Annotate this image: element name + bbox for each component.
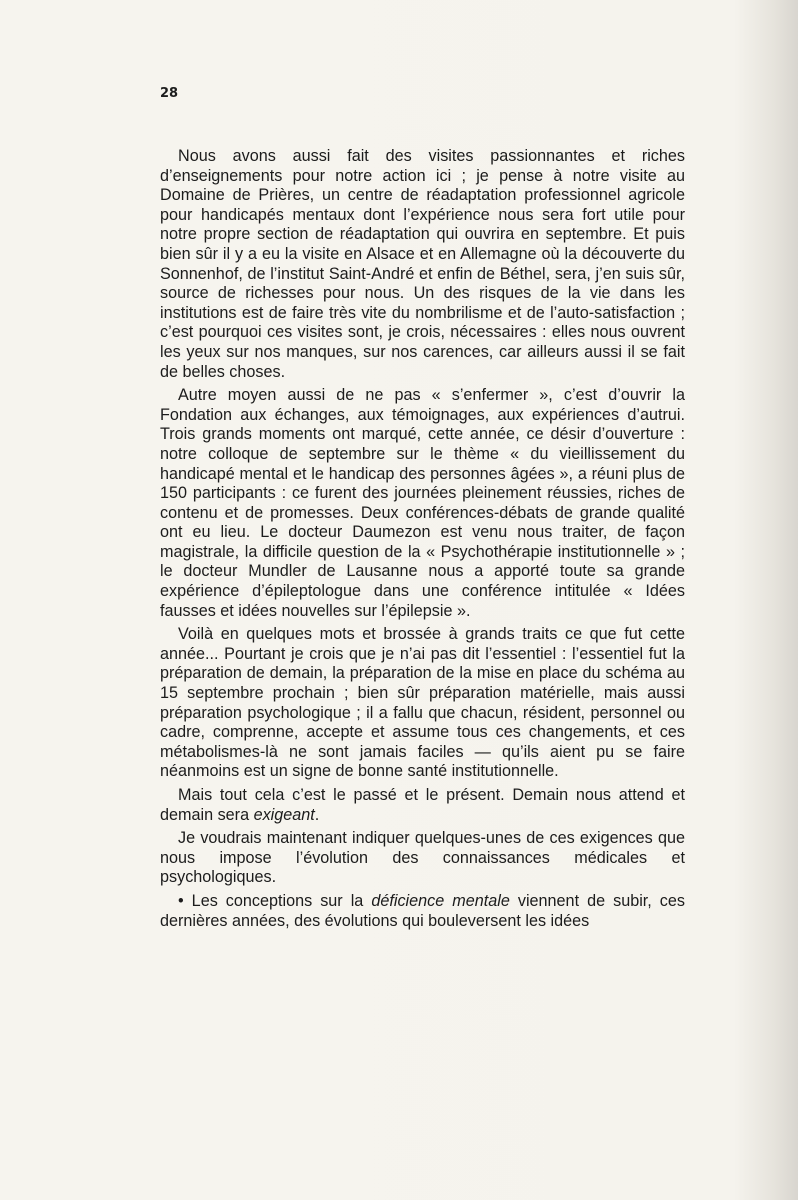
text-segment: Mais tout cela c’est le passé et le présent. Demain nous attend et demain sera: [160, 786, 685, 824]
emphasis-text: exigeant: [253, 805, 315, 824]
paragraph-bullet-deficiency: [160, 892, 685, 931]
body-text: [160, 147, 685, 935]
paragraph-future: [160, 786, 685, 825]
text-segment: Autre moyen aussi de ne pas « s’enfermer », c’est d’ouvrir la Fondation aux échanges, aux témoignages, aux expériences d’autrui. Trois grands moments ont marqué, cette année, ce désir d’ouverture : notre colloque de septembre sur le thème « du vieillissement du handicapé mental et le handicap des personnes âgées », a réuni plus de 150 participants : ce furent des journées pleinement réussies, riches de contenu et de promesses. Deux conférences-débats de grande qualité ont eu lieu. Le docteur Daumezon est venu nous traiter, de façon magistrale, la difficile question de la « Psychothérapie institutionnelle » ; le docteur Mundler de Lausanne nous a apporté toute sa grande expérience d’épileptologue dans une conférence intitulée « Idées fausses et idées nouvelles sur l’épilepsie ».: [160, 386, 685, 620]
text-segment: .: [314, 805, 320, 824]
text-segment: Nous avons aussi fait des visites passionnantes et riches d’enseignements pour notre action ici ; je pense à notre visite au Domaine de Prières, un centre de réadaptation professionnel agricole pour handicapés mentaux dont l’expérience nous sera fort utile pour notre propre section de réadaptation qui ouvrira en septembre. Et puis bien sûr il y a eu la visite en Alsace et en Allemagne où la découverte du Sonnenhof, de l’institut Saint-André et enfin de Béthel, sera, j’en suis sûr, source de richesses pour nous. Un des risques de la vie dans les institutions est de faire très vite du nombrilisme et de l’auto-satisfaction ; c’est pourquoi ces visites sont, je crois, nécessaires : elles nous ouvrent les yeux sur nos manques, sur nos carences, car ailleurs aussi il se fait de belles choses.: [160, 147, 685, 381]
paragraph-summary: [160, 625, 685, 782]
page-number: 28: [160, 86, 179, 101]
emphasis-text: déficience mentale: [371, 891, 510, 910]
text-segment: Voilà en quelques mots et brossée à grands traits ce que fut cette année... Pourtant je crois que je n’ai pas dit l’essentiel : l’essentiel fut la préparation de demain, la préparation de la mise en place du schéma au 15 septembre prochain ; bien sûr préparation matérielle, mais aussi préparation psychologique ; il a fallu que chacun, résident, personnel ou cadre, comprenne, accepte et assume tous ces changements, et ces métabolismes-là ne sont jamais faciles — qu’ils aient pu se faire néanmoins est un signe de bonne santé institutionnelle.: [160, 625, 685, 781]
paragraph-opening: [160, 386, 685, 621]
paragraph-requirements: [160, 829, 685, 888]
text-segment: Je voudrais maintenant indiquer quelques-unes de ces exigences que nous impose l’évolution des connaissances médicales et psychologiques.: [160, 829, 685, 887]
text-segment: viennent de subir, ces dernières années, des évolutions qui bouleversent les idées: [160, 891, 686, 930]
paragraph-visits: [160, 147, 685, 382]
text-segment: • Les conceptions sur la: [178, 891, 372, 910]
